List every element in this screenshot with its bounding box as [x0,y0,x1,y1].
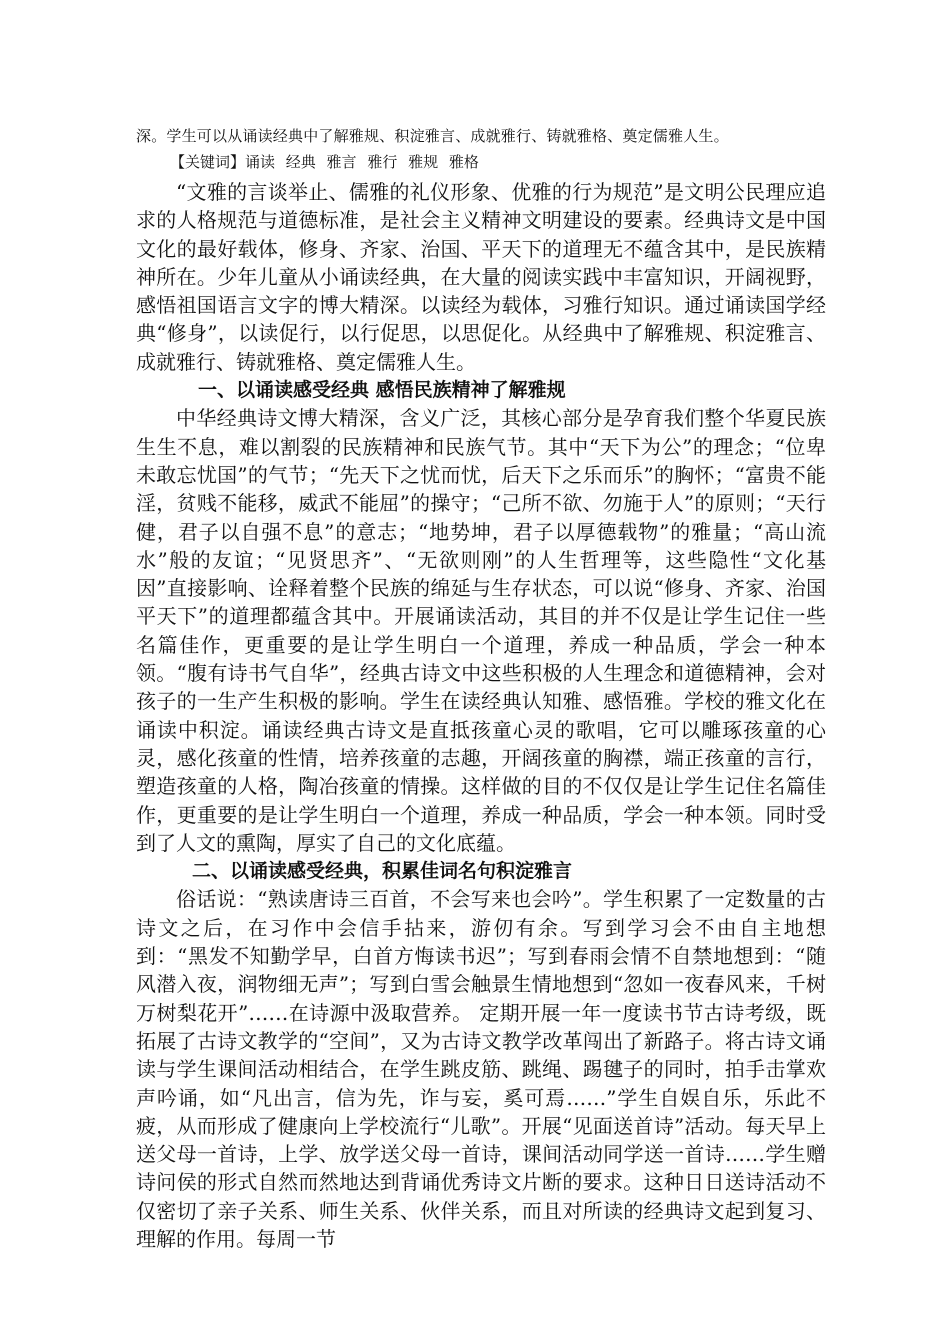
intro-paragraph: “文雅的言谈举止、儒雅的礼仪形象、优雅的行为规范”是文明公民理应追求的人格规范与道德标准，是社会主义精神文明建设的要素。经典诗文是中国文化的最好载体，修身、齐家、治国、平天下的道理无不蕴含其中，是民族精神所在。少年儿童从小诵读经典，在大量的阅读实践中丰富知识，开阔视野，感悟祖国语言文字的博大精深。以读经为载体，习雅行知识。通过诵读国学经典“修身”，以读促行，以行促思，以思促化。从经典中了解雅规、积淀雅言、成就雅行、铸就雅格、奠定儒雅人生。 [136,180,826,374]
body-text [136,178,826,1253]
section-heading-1: 一、以诵读感受经典 感悟民族精神了解雅规 [198,379,566,402]
keywords-terms: 诵读 经典 雅言 雅行 雅规 雅格 [245,153,479,171]
keywords-line [170,150,830,174]
abstract-tail: 深。学生可以从诵读经典中了解雅规、积淀雅言、成就雅行、铸就雅格、奠定儒雅人生。 [136,127,729,145]
section-paragraph-1: 中华经典诗文博大精深，含义广泛，其核心部分是孕育我们整个华夏民族生生不息，难以割裂的民族精神和民族气节。其中“天下为公”的理念；“位卑未敢忘忧国”的气节；“先天下之忧而忧，后天下之乐而乐”的胸怀；“富贵不能淫，贫贱不能移，威武不能屈”的操守；“己所不欲、勿施于人”的原则；“天行健，君子以自强不息”的意志；“地势坤，君子以厚德载物”的雅量；“高山流水”般的友谊；“见贤思齐”、“无欲则刚”的人生哲理等，这些隐性“文化基因”直接影响、诠释着整个民族的绵延与生存状态，可以说“修身、齐家、治国平天下”的道理都蕴含其中。开展诵读活动，其目的并不仅是让学生记住一些名篇佳作，更重要的是让学生明白一个道理，养成一种品质，学会一种本领。“腹有诗书气自华”，经典古诗文中这些积极的人生理念和道德精神，会对孩子的一生产生积极的影响。学生在读经典认知雅、感悟雅。学校的雅文化在诵读中积淀。诵读经典古诗文是直抵孩童心灵的歌唱，它可以雕琢孩童的心灵，感化孩童的性情，培养孩童的志趣，开阔孩童的胸襟，端正孩童的言行，塑造孩童的人格，陶冶孩童的情操。这样做的目的不仅仅是让学生记住名篇佳作，更重要的是让学生明白一个道理，养成一种品质，学会一种本领。同时受到了人文的熏陶，厚实了自己的文化底蕴。 [136,406,826,855]
section-paragraph-2: 俗话说：“熟读唐诗三百首，不会写来也会吟”。学生积累了一定数量的古诗文之后，在习作中会信手拈来，游仞有余。写到学习会不由自主地想到：“黑发不知勤学早，白首方悔读书迟”；写到春雨会情不自禁地想到：“随风潜入夜，润物细无声”；写到白雪会触景生情地想到“忽如一夜春风来，千树万树梨花开”……在诗源中汲取营养。 定期开展一年一度读书节古诗考级，既拓展了古诗文教学的“空间”，又为古诗文教学改革闯出了新路子。将古诗文诵读与学生课间活动相结合，在学生跳皮筋、跳绳、踢毽子的同时，拍手击掌欢声吟诵，如“凡出言，信为先，诈与妄，奚可焉……”学生自娱自乐，乐此不疲，从而形成了健康向上学校流行“儿歌”。开展“见面送首诗”活动。每天早上送父母一首诗，上学、放学送父母一首诗，课间活动同学送一首诗……学生赠诗问侯的形式自然而然地达到背诵优秀诗文片断的要求。这种日日送诗活动不仅密切了亲子关系、师生关系、伙伴关系，而且对所读的经典诗文起到复习、理解的作用。每周一节 [136,887,826,1251]
keywords-label: 【关键词】 [170,153,246,171]
section-heading-2: 二、以诵读感受经典，积累佳词名句积淀雅言 [192,860,573,883]
